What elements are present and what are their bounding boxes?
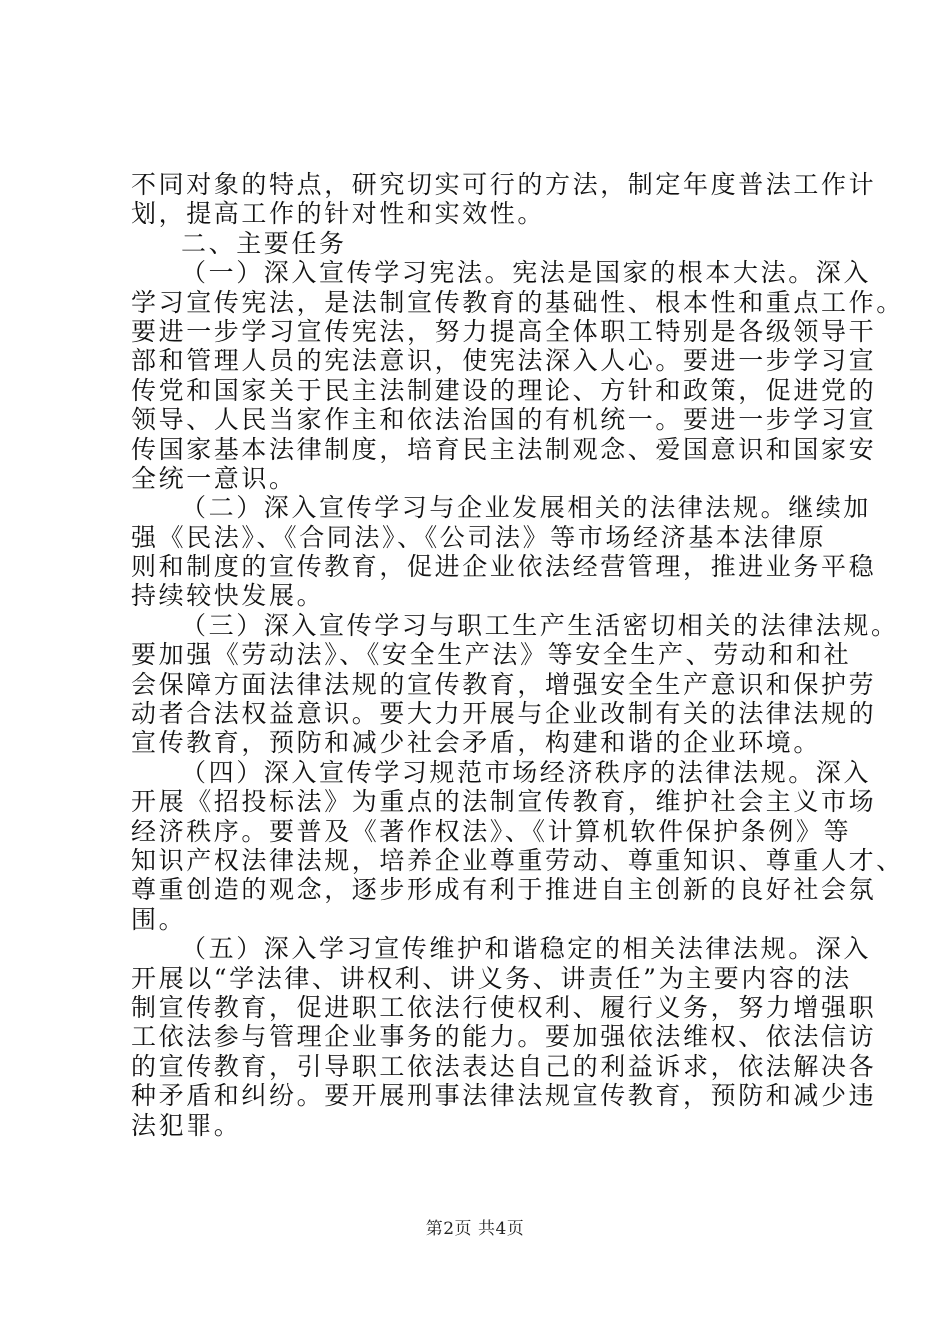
body-line: 工依法参与管理企业事务的能力。要加强依法维权、依法信访: [131, 1022, 877, 1052]
body-line: 持续较快发展。: [131, 581, 325, 611]
body-line: 会保障方面法律法规的宣传教育，增强安全生产意识和保护劳: [131, 669, 877, 699]
body-line: 传国家基本法律制度，培育民主法制观念、爱国意识和国家安: [131, 434, 877, 464]
document-body: [131, 170, 904, 1140]
body-line: 领导、人民当家作主和依法治国的有机统一。要进一步学习宣: [131, 405, 877, 435]
body-line: 要进一步学习宣传宪法，努力提高全体职工特别是各级领导干: [131, 316, 877, 346]
body-line: 围。: [131, 904, 187, 934]
paragraph-first-line: （四）深入宣传学习规范市场经济秩序的法律法规。深入: [181, 757, 872, 787]
body-line: 宣传教育，预防和减少社会矛盾，构建和谐的企业环境。: [131, 728, 822, 758]
body-line: 则和制度的宣传教育，促进企业依法经营管理，推进业务平稳: [131, 552, 877, 582]
paragraph-first-line: （三）深入宣传学习与职工生产生活密切相关的法律法规。: [181, 610, 899, 640]
body-line: 要加强《劳动法》、《安全生产法》等安全生产、劳动和和社: [131, 640, 852, 670]
body-line: 传党和国家关于民主法制建设的理论、方针和政策，促进党的: [131, 375, 877, 405]
body-line: 不同对象的特点，研究切实可行的方法，制定年度普法工作计: [131, 170, 877, 199]
body-line: 知识产权法律法规，培养企业尊重劳动、尊重知识、尊重人才、: [131, 845, 904, 875]
body-line: 尊重创造的观念，逐步形成有利于推进自主创新的良好社会氛: [131, 875, 877, 905]
body-line: 动者合法权益意识。要大力开展与企业改制有关的法律法规的: [131, 699, 877, 729]
paragraph-first-line: （五）深入学习宣传维护和谐稳定的相关法律法规。深入: [181, 934, 872, 964]
paragraph-first-line: （二）深入宣传学习与企业发展相关的法律法规。继续加: [181, 493, 872, 523]
section-heading: 二、主要任务: [181, 228, 347, 258]
page-footer: 第2页 共4页: [425, 1219, 525, 1239]
body-line: 开展《招投标法》为重点的法制宣传教育，维护社会主义市场: [131, 787, 877, 817]
body-line: 学习宣传宪法，是法制宣传教育的基础性、根本性和重点工作。: [131, 287, 904, 317]
paragraph-first-line: （一）深入宣传学习宪法。宪法是国家的根本大法。深入: [181, 258, 872, 288]
body-line: 的宣传教育，引导职工依法表达自己的利益诉求，依法解决各: [131, 1051, 877, 1081]
body-line: 划，提高工作的针对性和实效性。: [131, 199, 546, 229]
body-line: 开展以“学法律、讲权利、讲义务、讲责任”为主要内容的法: [131, 963, 852, 993]
body-line: 经济秩序。要普及《著作权法》、《计算机软件保护条例》等: [131, 816, 852, 846]
body-line: 全统一意识。: [131, 463, 297, 493]
body-line: 部和管理人员的宪法意识，使宪法深入人心。要进一步学习宣: [131, 346, 877, 376]
body-line: 制宣传教育，促进职工依法行使权利、履行义务，努力增强职: [131, 992, 877, 1022]
body-line: 种矛盾和纠纷。要开展刑事法律法规宣传教育，预防和减少违: [131, 1081, 877, 1111]
body-line: 法犯罪。: [131, 1110, 242, 1140]
body-line: 强《民法》、《合同法》、《公司法》等市场经济基本法律原: [131, 522, 827, 552]
